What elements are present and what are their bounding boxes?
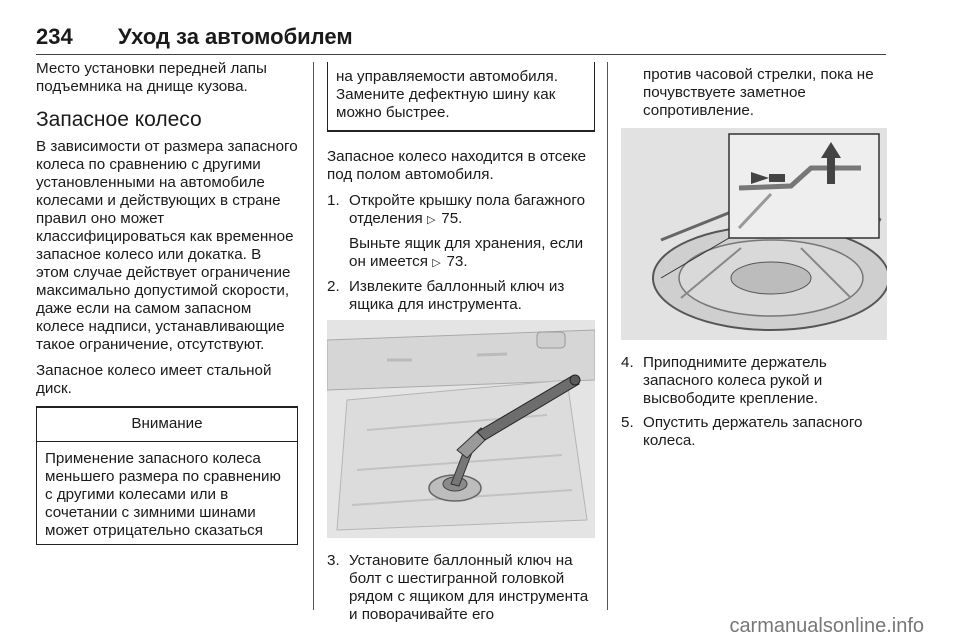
spare-location-paragraph: Запасное колесо находится в отсеке под полом автомобиля.	[327, 148, 587, 183]
step-number: 2.	[327, 278, 340, 295]
section-heading: Запасное колесо	[36, 108, 202, 131]
wheel-wrench-illustration	[327, 320, 595, 538]
step-number: 1.	[327, 192, 340, 209]
step-text: Откройте крышку пола багажного отделения	[349, 192, 586, 227]
spare-wheel-carrier-drawing	[621, 128, 887, 340]
page-number: 234	[36, 24, 73, 49]
step-number: 3.	[327, 552, 340, 569]
arrow-reference-icon: ▷	[432, 257, 441, 269]
warning-title: Внимание	[37, 408, 297, 442]
arrow-reference-icon: ▷	[427, 214, 436, 226]
column-2	[327, 62, 595, 630]
steps-list-3	[621, 354, 887, 450]
spare-wheel-carrier-illustration	[621, 128, 887, 340]
steps-list-1	[327, 192, 595, 314]
step-text: Опустить держатель запасного колеса.	[643, 414, 863, 449]
step-1	[327, 192, 595, 272]
substep-text: Выньте ящик для хранения, если он имеется	[349, 235, 584, 270]
column-divider-1	[313, 62, 314, 610]
page-header	[36, 18, 886, 55]
page-reference[interactable]: 73.	[446, 253, 468, 270]
step-text: Приподнимите держатель запасного колеса рукой и высвободите крепление.	[643, 354, 827, 407]
column-divider-2	[607, 62, 608, 610]
intro-text: Место установки передней лапы подъемника на днище кузова.	[36, 60, 267, 95]
spare-wheel-paragraph: В зависимости от размера запасного колеса по сравнению с другими установленными на автомобиле колесами и действующих в стране правил оно может классифицироваться как временное запасное колесо или докатка. В этом случае действует ограничение максимально допустимой скорости, даже если на самом запасном колесе надписи, устанавливающие такое ограничение, отсутствуют.	[36, 138, 298, 353]
column-3	[621, 66, 887, 456]
step-number: 5.	[621, 414, 634, 431]
warning-text: Применение запасного колеса меньшего размера по сравнению с другими колесами или в сочетании с зимними шинами может отрицательно сказаться	[45, 450, 281, 539]
step-5	[621, 414, 887, 450]
wrench-on-bolt-drawing	[327, 320, 595, 538]
step-1-substep	[349, 235, 595, 272]
step-number: 4.	[621, 354, 634, 371]
warning-box-continued: на управляемости автомобиля. Замените дефектную шину как можно быстрее.	[327, 62, 595, 132]
steel-rim-paragraph: Запасное колесо имеет стальной диск.	[36, 362, 272, 397]
continued-text: против часовой стрелки, пока не почувствуете заметное сопротивление.	[643, 66, 874, 119]
step-2	[327, 278, 595, 314]
warning-box	[36, 406, 298, 545]
step-3	[327, 552, 595, 624]
step-4	[621, 354, 887, 408]
page-reference[interactable]: 75.	[441, 210, 463, 227]
column-1	[36, 60, 298, 545]
step-text: Извлеките баллонный ключ из ящика для инструмента.	[349, 278, 565, 313]
chapter-title: Уход за автомобилем	[118, 24, 353, 49]
steps-list-2	[327, 552, 595, 624]
watermark: carmanualsonline.info	[729, 615, 924, 637]
step-text: Установите баллонный ключ на болт с шестигранной головкой рядом с ящиком для инструмента и поворачивайте его	[349, 552, 589, 623]
